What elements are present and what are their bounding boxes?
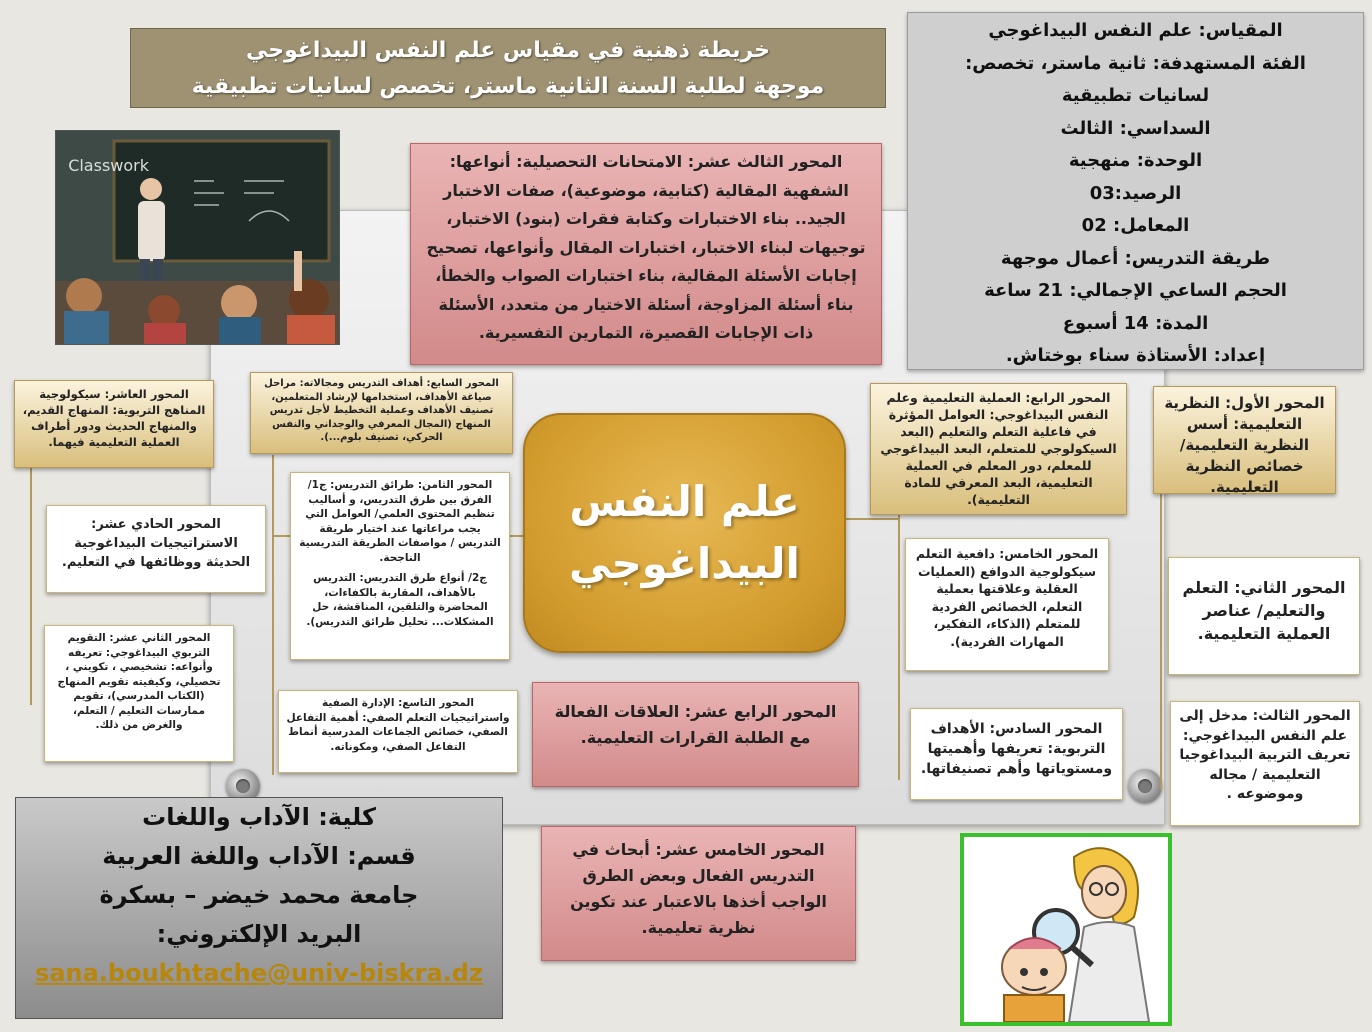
classroom-illustration: [55, 131, 339, 345]
axis-8-part-2: ج2/ أنواع طرق التدريس: التدريس بالأهداف، المقاربة بالكفاءات، المحاضرة والتلقين، المناقشة، حل المشكلات... تحليل طرائق التدريس).: [306, 572, 494, 628]
axis-13-box: [410, 143, 882, 365]
axis-7-box: [250, 372, 513, 454]
page-title: [130, 28, 886, 108]
info-line: طريقة التدريس: أعمال موجهة: [1000, 247, 1271, 269]
university-line: جامعة محمد خيضر – بسكرة: [99, 881, 419, 909]
axis-4-text: المحور الرابع: العملية التعليمية وعلم النفس البيداغوجي: العوامل المؤثرة في فاعلية التعلم والتعليم (البعد السيكولوجي للمتعلم، البعد البيداغوجي للمعلم، دور المعلم في العملية التعليمية، البعد المعرفي للمادة التعليمية).: [880, 390, 1117, 507]
central-topic-line-2: البيداغوجي: [569, 539, 800, 588]
pin-icon: [1128, 769, 1162, 803]
board-text: Classwork: [68, 156, 149, 175]
connector-left-outer: [30, 465, 32, 705]
axis-8-box: [290, 472, 510, 660]
axis-10-text: المحور العاشر: سيكولوجية المناهج التربوية: المنهاج القديم، والمنهاج الحديث ودور أطراف العملية التعليمية فيهما.: [22, 387, 206, 449]
info-line: الفئة المستهدفة: ثانية ماستر، تخصص:: [965, 52, 1306, 74]
axis-14-box: [532, 682, 859, 787]
info-line: إعداد: الأستاذة سناء بوختاش.: [1005, 345, 1266, 366]
axis-1-box: [1153, 386, 1336, 494]
axis-8-part-1: المحور الثامن: طرائق التدريس: ج1/ الفرق بين طرق التدريس، و أساليب تنظيم المحتوى العلمي/ العوامل التي يجب مراعاتها عند اختيار طريقة التدريس / مواصفات الطريقة التدريسية الناجحة.: [299, 479, 501, 564]
faculty-line: كلية: الآداب واللغات: [142, 803, 376, 831]
axis-4-box: [870, 383, 1127, 515]
axis-3-box: [1170, 701, 1360, 826]
axis-3-text: المحور الثالث: مدخل إلى علم النفس البيداغوجي: تعريف التربية البيداغوجيا التعليمية / مجاله وموضوعه .: [1179, 708, 1351, 802]
info-line: لسانيات تطبيقية: [1061, 85, 1210, 106]
axis-2-text: المحور الثاني: التعلم والتعليم/ عناصر العملية التعليمية.: [1182, 578, 1346, 643]
faculty-info-box: [15, 797, 503, 1019]
info-line: السداسي: الثالث: [1060, 117, 1211, 139]
axis-5-box: [905, 538, 1109, 671]
connector-left-inner: [272, 455, 274, 775]
axis-15-box: [541, 826, 856, 961]
axis-14-text: المحور الرابع عشر: العلاقات الفعالة مع الطلبة القرارات التعليمية.: [554, 702, 837, 747]
info-line: المدة: 14 أسبوع: [1062, 312, 1209, 334]
info-line: الرصيد:03: [1089, 182, 1182, 204]
axis-12-text: المحور الثاني عشر: التقويم التربوي البيداغوجي: تعريفه وأنواعه: تشخيصي ، تكويني ، تحصيلي، وكيفيته تقويم المنهاج (الكتاب المدرسي)، تقويم ممارسات التعليم / التعلم، والغرض من ذلك.: [57, 632, 221, 731]
info-line: المعامل: 02: [1081, 215, 1190, 236]
axis-6-text: المحور السادس: الأهداف التربوية: تعريفها وأهميتها ومستوياتها وأهم تصنيفاتها.: [920, 721, 1113, 777]
axis-12-box: [44, 625, 234, 762]
title-line-2: موجهة لطلبة السنة الثانية ماستر، تخصص لسانيات تطبيقية: [191, 74, 825, 99]
department-line: قسم: الآداب واللغة العربية: [102, 842, 416, 870]
email-link[interactable]: sana.boukhtache@univ-biskra.dz: [35, 959, 483, 987]
email-label: البريد الإلكتروني:: [156, 920, 362, 948]
axis-9-text: المحور التاسع: الإدارة الصفية واستراتيجيات التعلم الصفي: أهمية التفاعل الصفي، خصائص الجماعات المدرسية أنماط التفاعل الصفي، ومكوناته.: [286, 697, 510, 753]
central-topic-line-1: علم النفس: [569, 477, 800, 526]
axis-2-box: [1168, 557, 1360, 675]
teacher-magnifier-illustration: [964, 837, 1168, 1022]
axis-10-box: [14, 380, 214, 468]
connector-right: [846, 518, 898, 520]
axis-15-text: المحور الخامس عشر: أبحاث في التدريس الفعال وبعض الطرق الواجب أخذها بالاعتبار عند تكوين نظرية تعليمية.: [570, 840, 827, 937]
cartoon-image: [960, 833, 1172, 1026]
course-info-box: [907, 12, 1364, 370]
axis-5-text: المحور الخامس: دافعية التعلم سيكولوجية الدوافع (العمليات العقلية وعلاقتها بعملية التعلم، الخصائص الفردية للمتعلم (الذكاء، التفكير، المهارات الفردية).: [915, 546, 1099, 649]
info-line: الحجم الساعي الإجمالي: 21 ساعة: [984, 280, 1287, 301]
axis-6-box: [910, 708, 1123, 800]
info-line: المقياس: علم النفس البيداغوجي: [988, 20, 1283, 41]
connector-right-outer: [1160, 490, 1162, 790]
central-topic: [523, 413, 846, 653]
title-line-1: خريطة ذهنية في مقياس علم النفس البيداغوجي: [245, 38, 770, 63]
axis-9-box: [278, 690, 518, 773]
info-line: الوحدة: منهجية: [1068, 150, 1203, 171]
axis-13-text: المحور الثالث عشر: الامتحانات التحصيلية: أنواعها: الشفهية المقالية (كتابية، موضوعية)، صفات الاختبار الجيد.. بناء الاختبارات وكتابة فقرات (بنود) الاختبار، توجيهات لبناء الاختبار، اختبارات المقال وأنواعها، تصحيح إجابات الأسئلة المقالية، بناء اختبارات الصواب والخطأ، بناء أسئلة المزاوجة، أسئلة الاختيار من متعدد، الأسئلة ذات الإجابات القصيرة، التمارين التفسيرية.: [426, 152, 866, 342]
classroom-photo: [55, 130, 340, 345]
axis-11-text: المحور الحادي عشر: الاستراتيجيات البيداغوجية الحديثة ووظائفها في التعليم.: [61, 517, 251, 570]
axis-1-text: المحور الأول: النظرية التعليمية: أسس النظرية التعليمية/ خصائص النظرية التعليمية.: [1164, 394, 1325, 496]
axis-11-box: [46, 505, 266, 593]
axis-7-text: المحور السابع: أهداف التدريس ومجالاته: مراحل صياغة الأهداف، استخدامها لإرشاد المتعلمين، تصنيف الأهداف وعملية التخطيط لأجل تدريس المنهاج (المجال المعرفي والوجداني والنفس الحركي، تصنيف بلوم...).: [264, 378, 499, 443]
